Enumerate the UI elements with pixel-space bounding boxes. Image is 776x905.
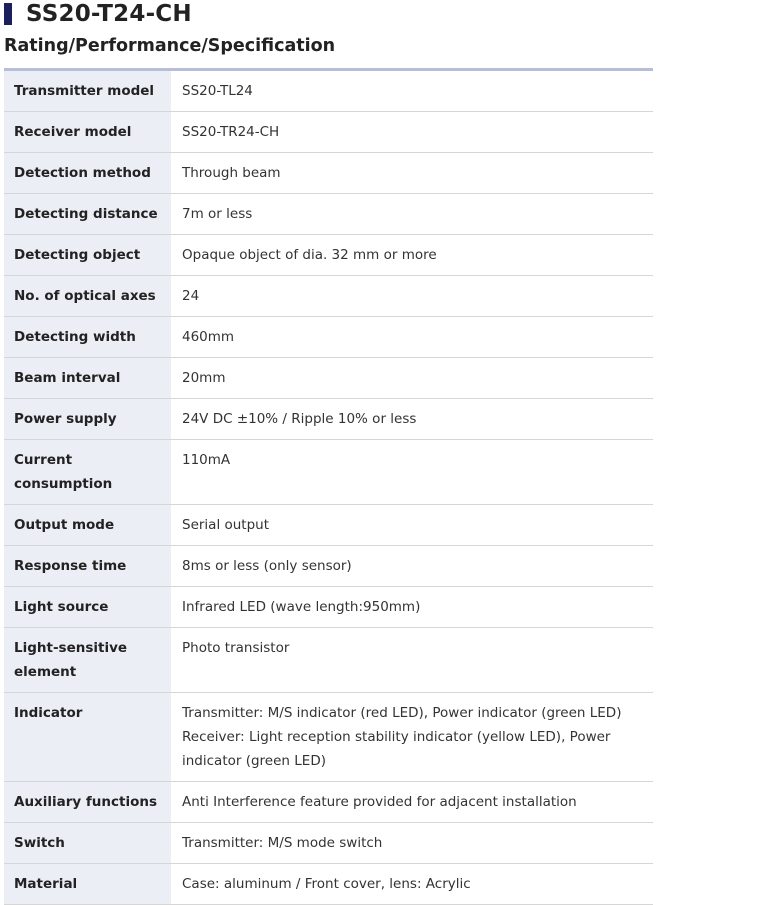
spec-label: Beam interval (4, 358, 171, 399)
table-row (4, 399, 653, 440)
spec-value-line: 110mA (182, 452, 231, 468)
spec-value-line: Through beam (182, 165, 281, 181)
spec-label: Light source (4, 587, 171, 628)
spec-value (171, 440, 653, 505)
spec-value-line: Infrared LED (wave length:950mm) (182, 599, 421, 615)
spec-value (171, 864, 653, 905)
title-accent-bar (4, 3, 12, 25)
spec-value (171, 587, 653, 628)
table-row (4, 823, 653, 864)
table-row (4, 864, 653, 905)
table-row (4, 153, 653, 194)
spec-value (171, 153, 653, 194)
spec-value (171, 693, 653, 782)
spec-value (171, 399, 653, 440)
spec-label: Response time (4, 546, 171, 587)
page-header (0, 0, 192, 28)
spec-label: Auxiliary functions (4, 782, 171, 823)
spec-label: Output mode (4, 505, 171, 546)
table-row (4, 70, 653, 112)
page-title: SS20-T24-CH (26, 1, 192, 27)
table-row (4, 628, 653, 693)
spec-value-line: 460mm (182, 329, 235, 345)
spec-table (4, 68, 653, 905)
spec-label: No. of optical axes (4, 276, 171, 317)
table-row (4, 505, 653, 546)
spec-value-line: 8ms or less (only sensor) (182, 558, 352, 574)
spec-label: Light-sensitive element (4, 628, 171, 693)
spec-value-line: 20mm (182, 370, 226, 386)
spec-value-line: SS20-TL24 (182, 83, 253, 99)
spec-label: Transmitter model (4, 70, 171, 112)
spec-value-line: Case: aluminum / Front cover, lens: Acrylic (182, 876, 471, 892)
spec-label: Current consumption (4, 440, 171, 505)
table-row (4, 440, 653, 505)
spec-value-line: Transmitter: M/S mode switch (182, 835, 383, 851)
spec-label: Indicator (4, 693, 171, 782)
spec-value-line: SS20-TR24-CH (182, 124, 280, 140)
table-row (4, 194, 653, 235)
spec-value-line: Transmitter: M/S indicator (red LED), Power indicator (green LED) (182, 705, 622, 721)
spec-value (171, 112, 653, 153)
spec-value (171, 235, 653, 276)
spec-value-line: Receiver: Light reception stability indicator (yellow LED), Power indicator (green LED) (182, 729, 611, 769)
spec-label: Detecting distance (4, 194, 171, 235)
spec-value (171, 823, 653, 864)
spec-table-body (4, 70, 653, 905)
table-row (4, 276, 653, 317)
table-row (4, 358, 653, 399)
spec-label: Power supply (4, 399, 171, 440)
table-row (4, 546, 653, 587)
table-row (4, 587, 653, 628)
spec-value (171, 782, 653, 823)
spec-value (171, 358, 653, 399)
spec-value-line: 24 (182, 288, 200, 304)
spec-label: Switch (4, 823, 171, 864)
spec-value-line: Photo transistor (182, 640, 290, 656)
table-row (4, 782, 653, 823)
spec-value (171, 505, 653, 546)
spec-label: Material (4, 864, 171, 905)
spec-value-line: 24V DC ±10% / Ripple 10% or less (182, 411, 417, 427)
spec-label: Detecting width (4, 317, 171, 358)
table-row (4, 317, 653, 358)
spec-value (171, 70, 653, 112)
spec-label: Detection method (4, 153, 171, 194)
spec-value (171, 317, 653, 358)
table-row (4, 235, 653, 276)
table-row (4, 693, 653, 782)
spec-value (171, 628, 653, 693)
spec-label: Receiver model (4, 112, 171, 153)
spec-value-line: Anti Interference feature provided for adjacent installation (182, 794, 577, 810)
spec-value (171, 546, 653, 587)
table-row (4, 112, 653, 153)
spec-value-line: Opaque object of dia. 32 mm or more (182, 247, 437, 263)
section-title: Rating/Performance/Specification (4, 36, 336, 56)
spec-value-line: Serial output (182, 517, 270, 533)
spec-value-line: 7m or less (182, 206, 253, 222)
spec-label: Detecting object (4, 235, 171, 276)
spec-value (171, 276, 653, 317)
spec-value (171, 194, 653, 235)
